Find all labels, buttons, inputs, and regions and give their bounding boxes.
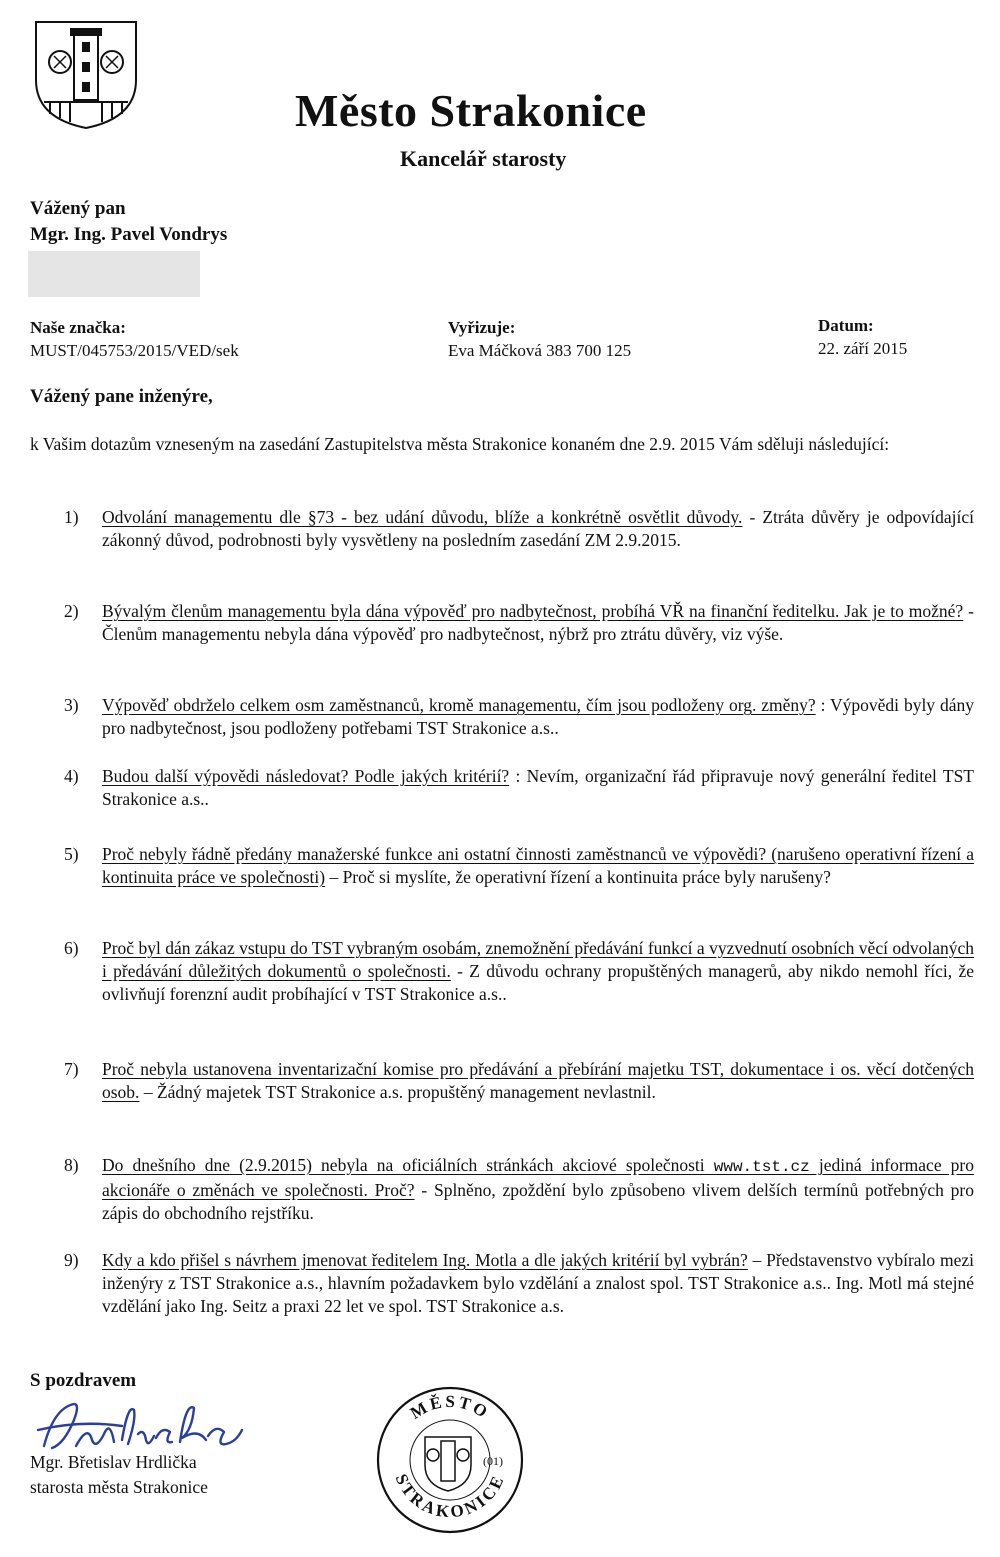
signer-name: Mgr. Břetislav Hrdlička: [30, 1452, 197, 1472]
list-item: [64, 765, 974, 811]
item-question: Výpověď obdrželo celkem osm zaměstnanců, kromě managementu, čím jsou podloženy org. změny?: [102, 695, 816, 715]
item-question: Bývalým členům managementu byla dána výpověď pro nadbytečnost, probíhá VŘ na finanční ředitelku. Jak je to možné?: [102, 601, 964, 621]
item-answer: - Splněno, zpoždění bylo způsobeno vlivem delších termínů potřebných pro zápis do obchodního rejstříku.: [102, 1180, 974, 1223]
website-link[interactable]: www.tst.cz: [713, 1158, 810, 1176]
item-number: 1): [64, 507, 79, 527]
item-answer: - Členům managementu nebyla dána výpověď pro nadbytečnost, nýbrž pro ztrátu důvěry, viz výše.: [102, 601, 974, 644]
closing-text: S pozdravem: [30, 1370, 137, 1391]
page-subtitle: Kancelář starosty: [400, 146, 567, 171]
item-question: Kdy a kdo přišel s návrhem jmenovat ředitelem Ing. Motla a dle jakých kritérií byl vybrán?: [102, 1250, 748, 1270]
item-question: Budou další výpovědi následovat? Podle jakých kritérií?: [102, 766, 510, 786]
item-number: 8): [64, 1155, 79, 1175]
item-answer: – Proč si myslíte, že operativní řízení a kontinuita práce byly narušeny?: [325, 867, 831, 887]
item-question: Proč byl dán zákaz vstupu do TST vybraným osobám, znemožnění předávání funkcí a vyzvednutí osobních věcí odvolaných i předávání důležitých dokumentů o společnosti.: [102, 938, 974, 981]
item-question: Odvolání managementu dle §73 - bez udání důvodu, blíže a konkrétně osvětlit důvody.: [102, 507, 743, 527]
item-number: 2): [64, 601, 79, 621]
page-title: Město Strakonice: [295, 85, 647, 136]
item-question-continued: jediná informace pro akcionáře o změnách ve společnosti. Proč?: [102, 1155, 974, 1200]
item-number: 5): [64, 844, 79, 864]
svg-text:MĚSTO: MĚSTO: [406, 1391, 494, 1423]
handler-value: Eva Máčková 383 700 125: [448, 341, 632, 360]
item-answer: – Představenstvo vybíralo mezi inženýry z TST Strakonice a.s., hlavním požadavkem bylo vzdělání a znalost spol. TST Strakonice a.s.. Ing. Motl má stejné vzdělání jako Ing. Seitz a praxi 22 let ve spol. TST Strakonice a.s.: [102, 1250, 974, 1316]
item-answer: - Ztráta důvěry je odpovídající zákonný důvod, podrobnosti byly vysvětleny na posledním zasedání ZM 2.9.2015.: [102, 507, 975, 550]
list-item: [64, 843, 974, 889]
item-answer: : Výpovědi byly dány pro nadbytečnost, jsou podloženy potřebami TST Strakonice a.s..: [102, 695, 974, 738]
handler-label: Vyřizuje:: [448, 318, 516, 337]
reference-label: Naše značka:: [30, 318, 126, 337]
list-item: [64, 1249, 974, 1318]
list-item: [64, 1154, 974, 1225]
item-question: Proč nebyly řádně předány manažerské funkce ani ostatní činnosti zaměstnanců ve výpovědi? (narušeno operativní řízení a kontinuita práce ve společnosti): [102, 844, 974, 887]
item-number: 4): [64, 766, 79, 786]
item-answer: - Z důvodu ochrany propuštěných managerů, aby nikdo nemohl říci, že ovlivňují forenzní audit probíhající v TST Strakonice a.s..: [102, 961, 974, 1004]
list-item: [64, 937, 974, 1006]
item-question: Proč nebyla ustanovena inventarizační komise pro předávání a přebírání majetku TST, dokumentace i os. věcí dotčených osob.: [102, 1059, 974, 1102]
item-number: 3): [64, 695, 79, 715]
greeting: Vážený pane inženýre,: [30, 386, 213, 407]
date-label: Datum:: [818, 316, 874, 335]
svg-text:STRAKONICE: STRAKONICE: [391, 1470, 509, 1522]
list-item: [64, 506, 974, 552]
addressee-name: Mgr. Ing. Pavel Vondrys: [30, 224, 228, 245]
date-value: 22. září 2015: [818, 339, 908, 358]
signer-role: starosta města Strakonice: [30, 1477, 208, 1497]
item-number: 7): [64, 1059, 79, 1079]
item-question: Do dnešního dne (2.9.2015) nebyla na oficiálních stránkách akciové společnosti: [102, 1155, 714, 1175]
stamp-number: (01): [483, 1454, 503, 1468]
intro-paragraph: k Vašim dotazům vzneseným na zasedání Zastupitelstva města Strakonice konaném dne 2.9. 2015 Vám sděluji následující:: [30, 434, 890, 454]
item-answer: – Žádný majetek TST Strakonice a.s. propuštěný management nevlastnil.: [139, 1082, 656, 1102]
list-item: [64, 1058, 974, 1104]
reference-value: MUST/045753/2015/VED/sek: [30, 341, 239, 360]
item-answer: : Nevím, organizační řád připravuje nový generální ředitel TST Strakonice a.s..: [102, 766, 974, 809]
official-stamp: [375, 1385, 525, 1535]
redacted-address-block: [28, 251, 200, 297]
addressee-salutation: Vážený pan: [30, 198, 126, 219]
item-number: 6): [64, 938, 79, 958]
item-number: 9): [64, 1250, 79, 1270]
list-item: [64, 694, 974, 740]
coat-of-arms-logo: [30, 18, 142, 130]
list-item: [64, 600, 974, 646]
